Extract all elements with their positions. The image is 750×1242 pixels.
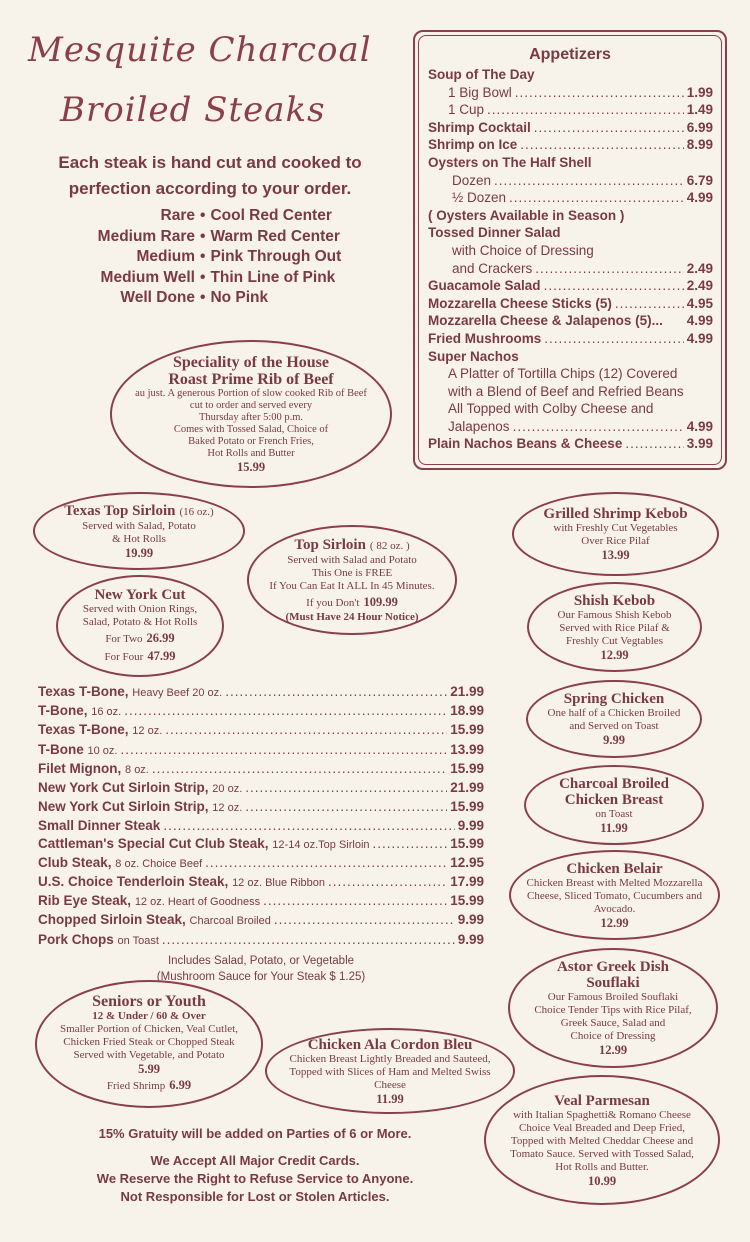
doneness-desc: Pink Through Out xyxy=(210,248,342,266)
app-row xyxy=(428,277,713,295)
app-row xyxy=(428,101,713,119)
title-line-2: Broiled Steaks xyxy=(60,90,326,130)
specialty-oval xyxy=(110,340,392,488)
ag-desc: Greek Sauce, Salad and xyxy=(560,1017,666,1029)
gs-title: Grilled Shrimp Kebob xyxy=(543,506,688,522)
steak-detail: 8 oz. xyxy=(125,763,149,776)
steak-row xyxy=(38,892,484,911)
ag-price: 12.99 xyxy=(598,1043,628,1057)
footer-line-1: We Accept All Major Credit Cards. xyxy=(150,1153,360,1168)
doneness-desc: Warm Red Center xyxy=(210,227,340,245)
steak-name: U.S. Choice Tenderloin Steak, xyxy=(38,874,229,890)
top-sirloin-oval xyxy=(247,525,457,635)
steak-row xyxy=(38,873,484,892)
app-row: Soup of The Day xyxy=(428,67,535,82)
app-label: Fried Mushrooms xyxy=(428,330,542,346)
steak-detail: 12 oz. xyxy=(132,725,163,738)
ag-title-2: Souflaki xyxy=(586,975,640,991)
ts-desc: If You Can Eat It ALL In 45 Minutes. xyxy=(269,580,435,592)
app-price: 4.99 xyxy=(686,190,713,206)
cbel-desc: Chicken Breast with Melted Mozzarella xyxy=(526,876,703,889)
app-price: 4.95 xyxy=(686,295,713,311)
nyc-desc: Salad, Potato & Hot Rolls xyxy=(82,616,198,628)
sk-price: 12.99 xyxy=(600,647,629,662)
app-row xyxy=(428,295,713,313)
ts-size: ( 82 oz. ) xyxy=(369,540,410,552)
sy-desc: Served with Vegetable, and Potato xyxy=(73,1049,225,1061)
sy-sub: 12 & Under / 60 & Over xyxy=(92,1010,206,1022)
app-price: 3.99 xyxy=(686,436,713,452)
appetizers-box xyxy=(413,30,727,470)
sk-desc: Served with Rice Pilaf & xyxy=(559,621,670,634)
app-label: Jalapenos xyxy=(448,418,510,434)
doneness-row: Rare • Cool Red Center xyxy=(40,206,400,227)
app-row xyxy=(428,260,713,278)
steak-price: 17.99 xyxy=(450,874,484,890)
app-price: 6.99 xyxy=(686,119,713,135)
gs-desc: with Freshly Cut Vegetables xyxy=(553,522,678,534)
app-row: ( Oysters Available in Season ) xyxy=(428,207,625,223)
seniors-oval xyxy=(35,980,263,1108)
app-price: 6.79 xyxy=(686,172,713,188)
steak-name: Club Steak, xyxy=(38,854,112,870)
specialty-price: 15.99 xyxy=(236,460,266,474)
ag-desc: Our Famous Broiled Souflaki xyxy=(547,991,679,1003)
steak-row xyxy=(38,702,484,721)
steak-name: T-Bone xyxy=(38,741,84,757)
steak-note-1: Includes Salad, Potato, or Vegetable xyxy=(167,954,355,967)
doneness-row: Medium Rare • Warm Red Center xyxy=(40,227,400,248)
app-row xyxy=(428,330,713,348)
app-row xyxy=(428,312,713,330)
app-row xyxy=(428,84,713,102)
steak-price: 12.95 xyxy=(450,854,484,870)
doneness-row: Medium • Pink Through Out xyxy=(40,247,400,268)
steak-price: 15.99 xyxy=(450,835,484,851)
ag-desc: Choice Tender Tips with Rice Pilaf, xyxy=(534,1004,692,1016)
ccb-title: Chicken Ala Cordon Bleu xyxy=(307,1036,473,1053)
app-row xyxy=(428,189,713,207)
steak-name: Texas T-Bone, xyxy=(38,684,129,699)
texas-top-sirloin-oval xyxy=(33,492,245,570)
intro-line-1: Each steak is hand cut and cooked to xyxy=(58,153,362,172)
nyc-two-label: For Two xyxy=(105,633,143,645)
doneness-desc: Cool Red Center xyxy=(210,207,332,224)
vp-price: 10.99 xyxy=(587,1173,617,1188)
steak-name: Cattleman's Special Cut Club Steak, xyxy=(38,835,269,851)
appetizers-title: Appetizers xyxy=(529,46,611,63)
footer-lines xyxy=(20,1152,490,1206)
steak-row xyxy=(38,911,484,930)
app-row: All Topped with Colby Cheese and xyxy=(448,401,654,417)
app-price: 2.49 xyxy=(686,278,713,294)
steak-name: Small Dinner Steak xyxy=(38,818,161,834)
steak-name: New York Cut Sirloin Strip, xyxy=(38,799,209,815)
steak-row xyxy=(38,683,484,702)
steak-name: Rib Eye Steak, xyxy=(38,893,132,909)
sy-price: 5.99 xyxy=(138,1062,160,1076)
app-label: Guacamole Salad xyxy=(428,278,541,294)
veal-parmesan-oval xyxy=(484,1075,720,1205)
steak-name: Chopped Sirloin Steak, xyxy=(38,912,186,928)
app-row xyxy=(428,435,713,453)
steak-name: T-Bone, xyxy=(38,703,88,719)
app-label: Mozzarella Cheese & Jalapenos (5)... xyxy=(428,313,663,329)
vp-desc: Hot Rolls and Butter. xyxy=(555,1160,649,1173)
cordon-bleu-oval xyxy=(265,1028,515,1114)
vp-desc: Tomato Sauce. Served with Tossed Salad, xyxy=(510,1147,694,1160)
footer-line-3: Not Responsible for Lost or Stolen Articles. xyxy=(120,1189,390,1204)
steak-price: 15.99 xyxy=(450,722,484,738)
app-price: 4.99 xyxy=(686,330,713,346)
nyc-four-price: 47.99 xyxy=(147,649,176,663)
gs-desc: Over Rice Pilaf xyxy=(581,535,650,547)
tts-size: (16 oz.) xyxy=(179,506,214,518)
specialty-desc: Thursday after 5:00 p.m. xyxy=(198,412,304,423)
app-row xyxy=(428,119,713,137)
chicken-breast-oval xyxy=(524,765,704,845)
app-row: with Choice of Dressing xyxy=(452,242,594,258)
sy-shrimp-label: Fried Shrimp xyxy=(106,1080,166,1092)
sc-desc: One half of a Chicken Broiled xyxy=(547,707,681,719)
steak-price: 18.99 xyxy=(450,703,484,719)
grilled-shrimp-oval xyxy=(512,492,719,576)
app-label: Shrimp Cocktail xyxy=(428,119,531,135)
doneness-list xyxy=(40,206,400,309)
steak-row xyxy=(38,798,484,817)
vp-desc: with Italian Spaghetti& Romano Cheese xyxy=(513,1108,691,1121)
app-label: and Crackers xyxy=(452,260,533,276)
specialty-title-1: Speciality of the House xyxy=(173,354,329,371)
app-price: 4.99 xyxy=(686,418,713,434)
app-row: Tossed Dinner Salad xyxy=(428,225,561,241)
sy-desc: Chicken Fried Steak or Chopped Steak xyxy=(63,1036,235,1048)
astor-greek-oval xyxy=(508,948,718,1068)
steak-detail: 12 oz. Blue Ribbon xyxy=(232,877,326,890)
app-label: 1 Cup xyxy=(448,102,485,118)
cbel-desc: Avocado. xyxy=(593,902,636,915)
footer-line-2: We Reserve the Right to Refuse Service to Anyone. xyxy=(96,1171,414,1186)
cbel-desc: Cheese, Sliced Tomato, Cucumbers and xyxy=(527,889,702,902)
app-label: 1 Big Bowl xyxy=(448,84,512,100)
new-york-cut-oval xyxy=(56,575,224,677)
app-label: ½ Dozen xyxy=(452,190,507,206)
steak-detail: Heavy Beef 20 oz. xyxy=(132,687,223,699)
tts-desc: Served with Salad, Potato xyxy=(82,520,196,532)
steak-detail: on Toast xyxy=(117,934,159,947)
doneness-level: Rare xyxy=(160,207,195,224)
cbel-title: Chicken Belair xyxy=(566,860,663,877)
steak-row xyxy=(38,931,484,950)
doneness-desc: Thin Line of Pink xyxy=(210,268,336,286)
specialty-desc: Baked Potato or French Fries, xyxy=(188,436,314,447)
sk-title: Shish Kebob xyxy=(573,592,656,609)
steak-row xyxy=(38,760,484,779)
vp-desc: Choice Veal Breaded and Deep Fried, xyxy=(519,1121,685,1134)
app-price: 1.99 xyxy=(686,84,713,100)
specialty-desc: au just. A generous Portion of slow cooked Rib of Beef xyxy=(135,388,367,399)
nyc-desc: Served with Onion Rings, xyxy=(82,603,198,615)
sy-desc: Smaller Portion of Chicken, Veal Cutlet, xyxy=(60,1023,238,1035)
steak-name: Texas T-Bone, xyxy=(38,722,129,738)
app-row: with a Blend of Beef and Refried Beans xyxy=(448,383,684,399)
ts-desc: This One is FREE xyxy=(311,567,393,579)
spring-chicken-oval xyxy=(526,680,702,758)
app-price: 8.99 xyxy=(686,137,713,153)
steak-name: Filet Mignon, xyxy=(38,760,122,776)
shish-kebob-oval xyxy=(527,582,702,672)
ccb-desc: Chicken Breast Lightly Breaded and Sauteed, xyxy=(289,1052,491,1065)
steak-price: 9.99 xyxy=(457,931,484,947)
steak-price: 21.99 xyxy=(450,780,484,796)
vp-desc: Topped with Melted Cheddar Cheese and xyxy=(510,1134,694,1147)
ts-desc: If you Don't xyxy=(306,597,360,609)
steak-detail: 16 oz. xyxy=(91,706,122,719)
app-label: Dozen xyxy=(452,172,492,188)
app-label: Mozzarella Cheese Sticks (5) xyxy=(428,295,612,311)
sk-desc: Freshly Cut Vegtables xyxy=(566,634,663,647)
sy-title: Seniors or Youth xyxy=(92,993,206,1010)
tts-title: Texas Top Sirloin xyxy=(64,503,176,519)
app-row xyxy=(428,136,713,154)
app-row: Oysters on The Half Shell xyxy=(428,154,592,170)
steak-row xyxy=(38,779,484,798)
ag-desc: Choice of Dressing xyxy=(570,1030,656,1042)
steak-detail: 12 oz. Heart of Goodness xyxy=(134,896,261,909)
steak-detail: 12-14 oz.Top Sirloin xyxy=(272,838,370,851)
sc-desc: and Served on Toast xyxy=(569,720,659,732)
app-row: Super Nachos xyxy=(428,348,519,364)
ts-note: (Must Have 24 Hour Notice) xyxy=(285,611,419,623)
steak-row xyxy=(38,741,484,760)
steak-detail: 10 oz. xyxy=(87,744,118,757)
ag-title-1: Astor Greek Dish xyxy=(557,959,669,975)
steak-price: 9.99 xyxy=(457,818,484,834)
steak-name: Pork Chops xyxy=(38,931,114,947)
steak-price: 13.99 xyxy=(450,741,484,757)
steak-row xyxy=(38,817,484,834)
specialty-desc: cut to order and served every xyxy=(189,400,313,411)
app-price: 4.99 xyxy=(686,313,713,329)
cb-title-1: Charcoal Broiled xyxy=(559,775,669,792)
ccb-desc: Cheese xyxy=(374,1078,406,1091)
steak-name: New York Cut Sirloin Strip, xyxy=(38,780,209,796)
nyc-title: New York Cut xyxy=(94,587,186,603)
ts-title: Top Sirloin xyxy=(294,537,366,553)
tts-desc: & Hot Rolls xyxy=(112,533,166,545)
cbel-price: 12.99 xyxy=(600,915,629,930)
steak-detail: 12 oz. xyxy=(212,802,243,815)
app-label: Plain Nachos Beans & Cheese xyxy=(428,436,623,452)
nyc-four-label: For Four xyxy=(104,651,144,663)
chicken-belair-oval xyxy=(509,850,720,940)
app-label: Shrimp on Ice xyxy=(428,137,518,153)
steak-detail: 8 oz. Choice Beef xyxy=(115,857,203,870)
doneness-desc: No Pink xyxy=(210,289,269,307)
intro-text xyxy=(20,150,400,202)
sk-desc: Our Famous Shish Kebob xyxy=(557,608,672,621)
steak-detail: 20 oz. xyxy=(212,783,243,796)
steak-price: 9.99 xyxy=(457,912,484,928)
doneness-level: Well Done xyxy=(120,289,195,307)
nyc-two-price: 26.99 xyxy=(146,631,175,645)
appetizers-list xyxy=(428,66,713,453)
app-row xyxy=(428,172,713,190)
gs-price: 13.99 xyxy=(601,548,630,562)
cb-price: 11.99 xyxy=(600,820,628,835)
app-price: 2.49 xyxy=(686,260,713,276)
steak-row xyxy=(38,835,484,854)
steak-price: 21.99 xyxy=(450,684,484,699)
steak-price: 15.99 xyxy=(450,799,484,815)
steak-price: 15.99 xyxy=(450,760,484,776)
steak-detail: Charcoal Broiled xyxy=(189,915,271,928)
app-price: 1.49 xyxy=(686,102,713,118)
intro-line-2: perfection according to your order. xyxy=(68,179,352,198)
doneness-level: Medium Rare xyxy=(97,227,195,245)
tts-price: 19.99 xyxy=(124,546,154,560)
app-row: A Platter of Tortilla Chips (12) Covered xyxy=(448,366,678,382)
gratuity-note: 15% Gratuity will be added on Parties of 6 or More. xyxy=(98,1126,412,1141)
ccb-desc: Topped with Slices of Ham and Melted Swiss xyxy=(289,1065,491,1078)
steak-row xyxy=(38,721,484,740)
steak-row xyxy=(38,854,484,873)
doneness-row: Medium Well • Thin Line of Pink xyxy=(40,268,400,289)
steak-list xyxy=(38,683,484,985)
ts-desc: Served with Salad and Potato xyxy=(287,554,417,566)
doneness-level: Medium Well xyxy=(100,268,195,286)
vp-title: Veal Parmesan xyxy=(554,1092,650,1109)
specialty-desc: Hot Rolls and Butter xyxy=(207,448,295,459)
ts-price: 109.99 xyxy=(363,595,398,609)
steak-price: 15.99 xyxy=(450,893,484,909)
sc-title: Spring Chicken xyxy=(563,691,665,707)
cb-title-2: Chicken Breast xyxy=(564,791,664,808)
doneness-level: Medium xyxy=(136,248,195,266)
sc-price: 9.99 xyxy=(603,733,625,747)
steak-note-2: (Mushroom Sauce for Your Steak $ 1.25) xyxy=(156,970,366,983)
specialty-title-2: Roast Prime Rib of Beef xyxy=(168,371,334,388)
doneness-row: Well Done • No Pink xyxy=(40,288,400,309)
app-row xyxy=(428,418,713,436)
ccb-price: 11.99 xyxy=(376,1091,404,1106)
specialty-desc: Comes with Tossed Salad, Choice of xyxy=(173,424,329,435)
sy-shrimp-price: 6.99 xyxy=(169,1078,192,1092)
cb-desc: on Toast xyxy=(595,807,633,820)
title-line-1: Mesquite Charcoal xyxy=(28,30,372,70)
